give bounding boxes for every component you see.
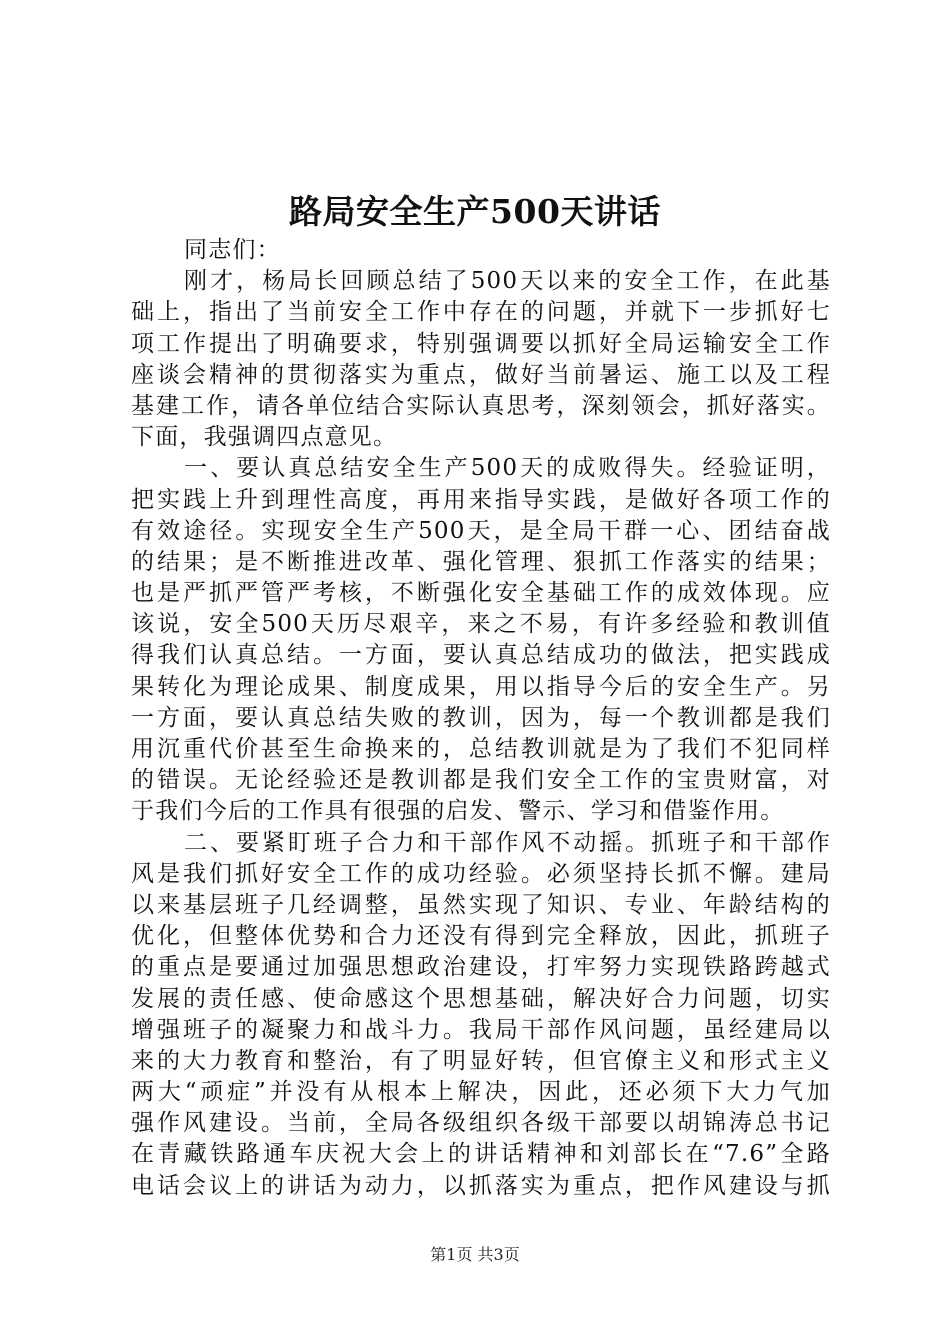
- text-line: 一、要认真总结安全生产500天的成败得失。经验证明，: [184, 455, 831, 482]
- text-line: 项工作提出了明确要求，特别强调要以抓好全局运输安全工作: [131, 330, 831, 357]
- text-line: 电话会议上的讲话为动力，以抓落实为重点，把作风建设与抓: [131, 1172, 831, 1199]
- text-line: 的重点是要通过加强思想政治建设，打牢努力实现铁路跨越式: [131, 954, 831, 981]
- text-line: 风是我们抓好安全工作的成功经验。必须坚持长抓不懈。建局: [131, 860, 831, 887]
- text-line: 同志们：: [184, 237, 281, 263]
- text-line: 强作风建设。当前，全局各级组织各级干部要以胡锦涛总书记: [131, 1110, 831, 1137]
- text-line: 果转化为理论成果、制度成果，用以指导今后的安全生产。另: [131, 673, 831, 700]
- text-line: 座谈会精神的贯彻落实为重点，做好当前暑运、施工以及工程: [131, 361, 831, 388]
- document-body: [131, 235, 831, 1202]
- text-line: 在青藏铁路通车庆祝大会上的讲话精神和刘部长在“7.6”全路: [131, 1141, 831, 1168]
- text-line: 增强班子的凝聚力和战斗力。我局干部作风问题，虽经建局以: [131, 1016, 831, 1043]
- text-line: 二、要紧盯班子合力和干部作风不动摇。抓班子和干部作: [184, 829, 831, 856]
- text-line: 的结果；是不断推进改革、强化管理、狠抓工作落实的结果；: [131, 548, 831, 575]
- text-line: 有效途径。实现安全生产500天，是全局干群一心、团结奋战: [131, 517, 831, 544]
- text-line: 一方面，要认真总结失败的教训，因为，每一个教训都是我们: [131, 704, 831, 731]
- text-line: 于我们今后的工作具有很强的启发、警示、学习和借鉴作用。: [131, 798, 785, 825]
- text-line: 也是严抓严管严考核，不断强化安全基础工作的成效体现。应: [131, 580, 831, 607]
- text-line: 刚才，杨局长回顾总结了500天以来的安全工作，在此基: [184, 268, 831, 295]
- text-line: 的错误。无论经验还是教训都是我们安全工作的宝贵财富，对: [131, 767, 831, 794]
- page-footer: 第1页 共3页: [430, 1245, 520, 1264]
- text-line: 用沉重代价甚至生命换来的，总结教训就是为了我们不犯同样: [131, 736, 831, 762]
- text-line: 把实践上升到理性高度，再用来指导实践，是做好各项工作的: [131, 486, 831, 513]
- document-title: 路局安全生产500天讲话: [289, 192, 661, 231]
- text-line: 基建工作，请各单位结合实际认真思考，深刻领会，抓好落实。: [131, 392, 831, 419]
- text-line: 两大“顽症”并没有从根本上解决，因此，还必须下大力气加: [131, 1079, 831, 1106]
- text-line: 发展的责任感、使命感这个思想基础，解决好合力问题，切实: [131, 985, 831, 1012]
- text-line: 以来基层班子几经调整，虽然实现了知识、专业、年龄结构的: [131, 891, 831, 918]
- text-line: 该说，安全500天历尽艰辛，来之不易，有许多经验和教训值: [131, 611, 831, 638]
- text-line: 下面，我强调四点意见。: [131, 424, 398, 451]
- text-line: 来的大力教育和整治，有了明显好转，但官僚主义和形式主义: [131, 1047, 831, 1074]
- text-line: 优化，但整体优势和合力还没有得到完全释放，因此，抓班子: [131, 923, 831, 950]
- text-line: 础上，指出了当前安全工作中存在的问题，并就下一步抓好七: [131, 299, 831, 326]
- text-line: 得我们认真总结。一方面，要认真总结成功的做法，把实践成: [131, 642, 831, 669]
